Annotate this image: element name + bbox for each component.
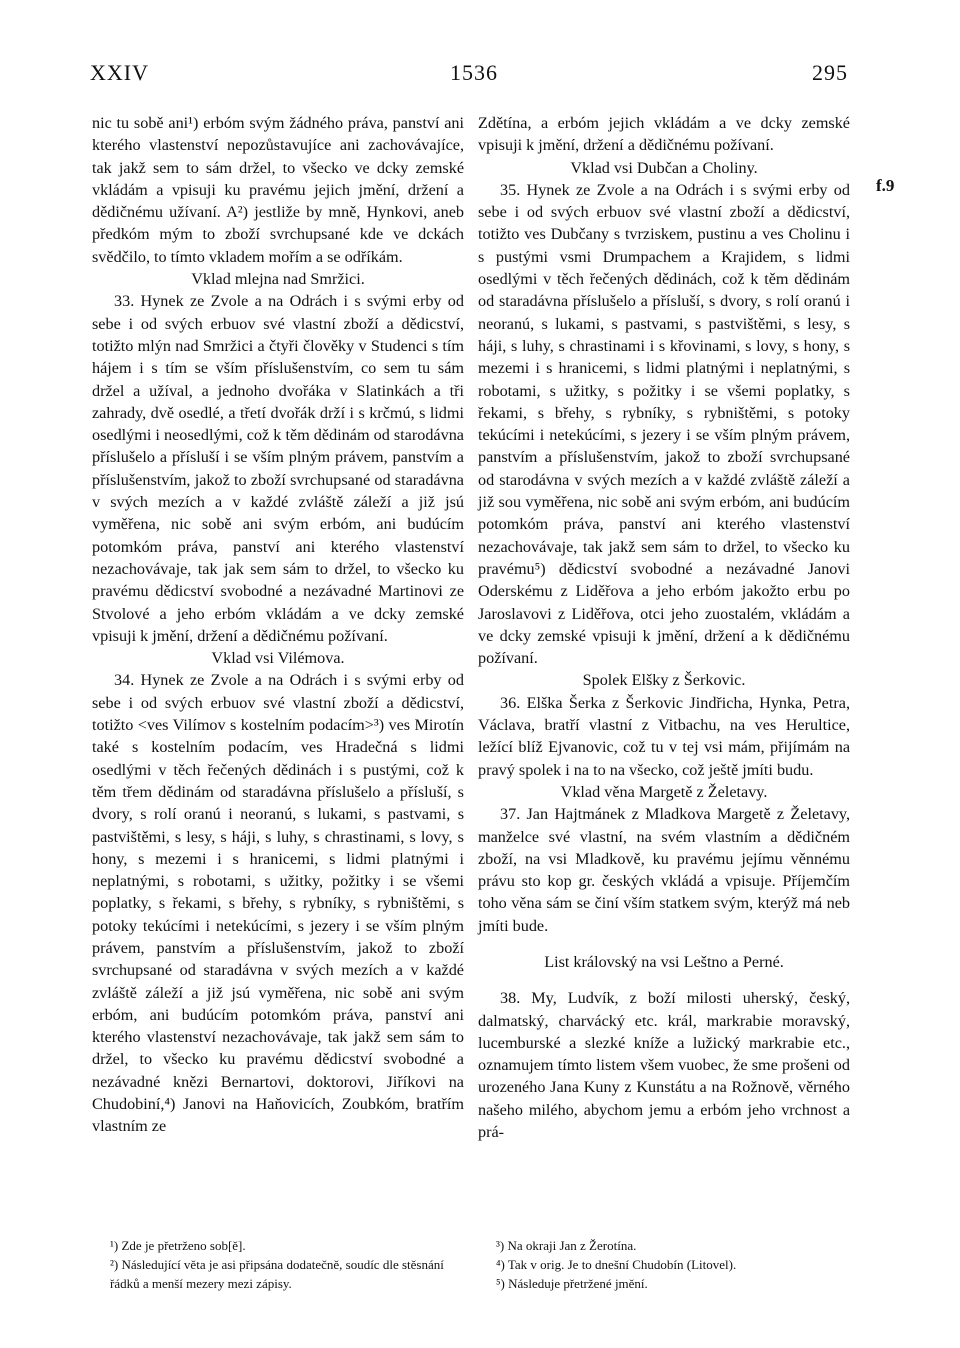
paragraph-entry-35: 35. Hynek ze Zvole a na Odrách i s svými erby od sebe i od svých erbuov své vlastní zboží a dědicství, totižto ves Dubčany s tvrziskem, pustinu a ves Cholinu i s pustými vsmi Drumpachem a Krajidem, s lidmi osedlými v těch řečených dědinách, což k těm dědinám od staradávna příslušelo a přísluší, s dvory, s rolí oranú i neoranú, s lukami, s pastvami, s pastvištěmi, s lesy, s háji, s luhy, s chrastinami i s křovinami, s lovy, s hony, s mezemi i s hranicemi, s lidmi platnými i neplatnými, s robotami, s užitky, s požitky i se všemi poplatky, s řekami, s břehy, s rybníky, s rybništěmi, s potoky tekúcími i netekúcími, s jezery i se vším plným právem, panstvím a příslušenstvím, jakož to zboží svrchupsané od starodávna v svých mezích a v každé zvláště záleží a již sou vyměřena, nic sobě ani svým erbóm, ani budúcím potomkóm práva, panství ani kterého vlastenství nezachovávaje, tak jakž sem sám to držel, to všecko ku pravému⁵) dědicství svobodné a nezávadné Janovi Oderskému z Liděřova a jeho erbóm jakožto erbu po Jaroslavovi z Liděřova, otci jeho zuostalém, vkládám a ve dcky zemské vpisuji k jmění, držení a k dědičnému požívaní. xyxy=(478,180,850,668)
paragraph-entry-37: 37. Jan Hajtmánek z Mladkova Margetě z Želetavy, manželce své vlastní, na svém vlastním a dědičném zboží, na vsi Mladkově, ku pravému jejímu věnnému právu sto kop gr. českých vkládá a vpisuje. Příjemčím toho věna sám se činí vším statkem svým, kterýž má neb jmíti bude. xyxy=(478,805,850,935)
footnote-4: ⁴) Tak v orig. Je to dnešní Chudobín (Litovel). xyxy=(496,1257,737,1272)
page-number: 295 xyxy=(812,60,848,85)
footnotes-right xyxy=(496,1236,856,1293)
footnote-5: ⁵) Následuje přetržené jmění. xyxy=(496,1276,648,1291)
heading-entry-36: Spolek Elšky z Šerkovic. xyxy=(582,671,746,690)
heading-entry-34: Vklad vsi Vilémova. xyxy=(211,649,345,668)
footnotes-left xyxy=(110,1236,470,1293)
paragraph-entry-33: 33. Hynek ze Zvole a na Odrách i s svými erby od sebe i od svých erbuov své vlastní zboží a dědicství, totižto mlýn nad Smržici a čtyři člověky v Studenci s tím hájem i s tím se vším příslušenstvím, co sem tu sám držel a užíval, a jednoho dvořáka v Slatinkách a tři zahrady, dvě osedlé, a třetí dvořák drží i s krčmú, s lidmi osedlými i neosedlými, což k těm dědinám od starodávna příslušelo a přísluší i se vším plným právem, panstvím a příslušenstvím, jakož to zboží svrchupsané od staradávna v svých mezích a v každé zvláště záleží a již jsú vyměřena, nic sobě ani svým erbóm, ani budúcím potomkóm práva, panství ani kterého vlastenství nezachovávaje, tak jak sem sám to držel, to všecko ku pravému dědicství svobodné a nezávadné Martinovi ze Stvolové a jeho erbóm vkládám a ve dcky zemské vpisuji k jmění, držení a dědičnému požívaní. xyxy=(92,292,464,645)
paragraph-entry-36: 36. Elška Šerka z Šerkovic Jindřicha, Hynka, Petra, Václava, bratří vlastní z Vitbachu, na ves Herultice, ležící blíž Ejvanovic, což tu v tej vsi mám, přijímám na pravý spolek i na to na všecko, což ještě jmíti budu. xyxy=(478,693,850,779)
heading-entry-37: Vklad věna Margetě z Želetavy. xyxy=(560,782,768,801)
paragraph-intro: nic tu sobě ani¹) erbóm svým žádného práva, panství ani kterého vlastenství nepozůstavujíce ani zachovávajíce, tak jakž sem to sám držel, to všecko ve dcky zemské vkládám a vpisuji ku pravému jejich jmění, držení a dědičnému užívaní. A²) jestliže by mně, Hynkovi, aneb předkóm mým to zboží svrchupsané kde ve dckách svědčilo, to tímto vkladem mořím a se odříkám. xyxy=(92,114,464,266)
folio-margin-note: f.9 xyxy=(876,176,895,195)
heading-entry-33: Vklad mlejna nad Smržici. xyxy=(191,270,365,289)
heading-entry-38: List královský na vsi Leštno a Perné. xyxy=(544,952,784,971)
page-header-left: XXIV xyxy=(90,60,149,85)
paragraph-entry-38: 38. My, Ludvík, z boží milosti uherský, český, dalmatský, charvácký etc. král, markrabie moravský, lucemburské a slezké kníže a lužický markrabie etc., oznamujem tímto listem všem vuobec, že sme prošeni od urozeného Jana Kuny z Kunstátu a na Rožnově, věrného našeho milého, abychom jemu a erbóm jeho vrchnost a prá- xyxy=(478,989,850,1142)
footnote-3: ³) Na okraji Jan z Žerotína. xyxy=(496,1238,637,1253)
page-header-year: 1536 xyxy=(450,60,498,85)
left-column xyxy=(92,112,464,1138)
heading-entry-35: Vklad vsi Dubčan a Choliny. xyxy=(570,158,758,177)
footnote-2: ²) Následující věta je asi připsána dodatečně, soudíc dle stěsnání řádků a menší mezery mezi zápisy. xyxy=(110,1257,444,1291)
paragraph-entry-34: 34. Hynek ze Zvole a na Odrách i s svými erby od sebe i od svých erbuov své vlastní zboží a dědicství, totižto <ves Vilímov s kostelním podacím>³) ves Mirotín také s kostelním podacím, ves Hradečná s lidmi osedlými v těch řečených dědinách i s pustými, což k těm třem dědinám od staradávna příslušelo a přísluší, s dvory, s rolí oranú i neoranú, s lukami, s pastvami, s pastvištěmi, s lesy, s háji, s luhy, s chrastinami, s lovy, s hony, s mezemi i s hranicemi, s lidmi platnými i neplatnými, s robotami, s užitky, požitky i se všemi poplatky, s řekami, s břehy, s rybníky, s rybništěmi, s potoky tekúcími i netekúcími, s jezery i se vším plným právem, panstvím a příslušenstvím, jakož to zboží svrchupsané od staradávna v svých mezích a v každé zvláště záleží a již jsú vyměřena, nic sobě ani svým erbóm, ani budúcím potomkóm práva, panství ani kterého vlastenství nezachovávaje, tak jakž sem sám to držel, to všecko ku pravému dědicství svobodné a nezávadné knězi Bernartovi, doktorovi, Jiříkovi na Chudobiní,⁴) Janovi na Haňovicích, Zoubkóm, bratřím vlastním ze xyxy=(92,671,464,1136)
paragraph-continuation: Zdětína, a erbóm jejich vkládám a ve dcky zemské vpisuji k jmění, držení a dědičnému požívaní. xyxy=(478,114,850,155)
right-column xyxy=(478,112,850,1143)
footnote-1: ¹) Zde je přetrženo sob[ě]. xyxy=(110,1238,246,1253)
